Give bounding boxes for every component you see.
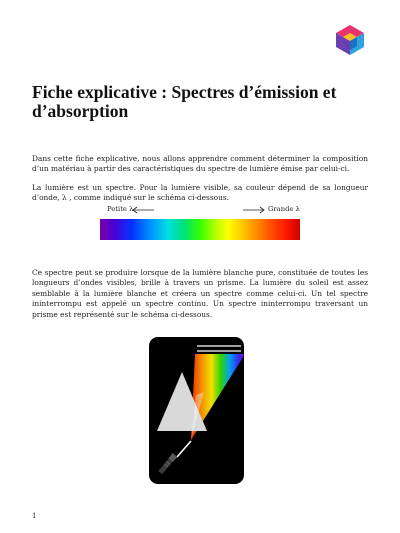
visible-spectrum-bar	[100, 219, 300, 240]
prism-diagram	[149, 337, 244, 484]
large-wavelength-label: Grande λ	[268, 205, 300, 213]
page-title: Fiche explicative : Spectres d’émission et d’absorption	[32, 82, 337, 121]
spectrum-paragraph: La lumière est un spectre. Pour la lumière visible, sa couleur dépend de sa longueur d’onde, λ , comme indiqué sur le schéma ci-dessous.	[32, 183, 368, 203]
intro-paragraph: Dans cette fiche explicative, nous allons apprendre comment déterminer la composition d’un matériau à partir des caractéristiques du spectre de lumière émise par celui-ci.	[32, 154, 368, 174]
light-beam	[177, 441, 191, 457]
nagwa-logo-icon	[334, 24, 366, 56]
small-wavelength-label: Petite λ	[107, 205, 134, 213]
page-number: 1	[32, 512, 37, 520]
prism-paragraph: Ce spectre peut se produire lorsque de la lumière blanche pure, constituée de toutes les longueurs d’ondes visibles, brille à travers un prisme. La lumière du soleil est assez semblable à la lumière blanche et créera un spectre comme celui-ci. Un tel spectre ininterrompu est appelé un spectre continu. Un spectre ininterrompu traversant un prisme est représenté sur le schéma ci-dessous.	[32, 268, 368, 319]
right-arrow-icon	[242, 206, 266, 214]
left-arrow-icon	[131, 206, 155, 214]
flashlight-icon	[158, 453, 177, 474]
